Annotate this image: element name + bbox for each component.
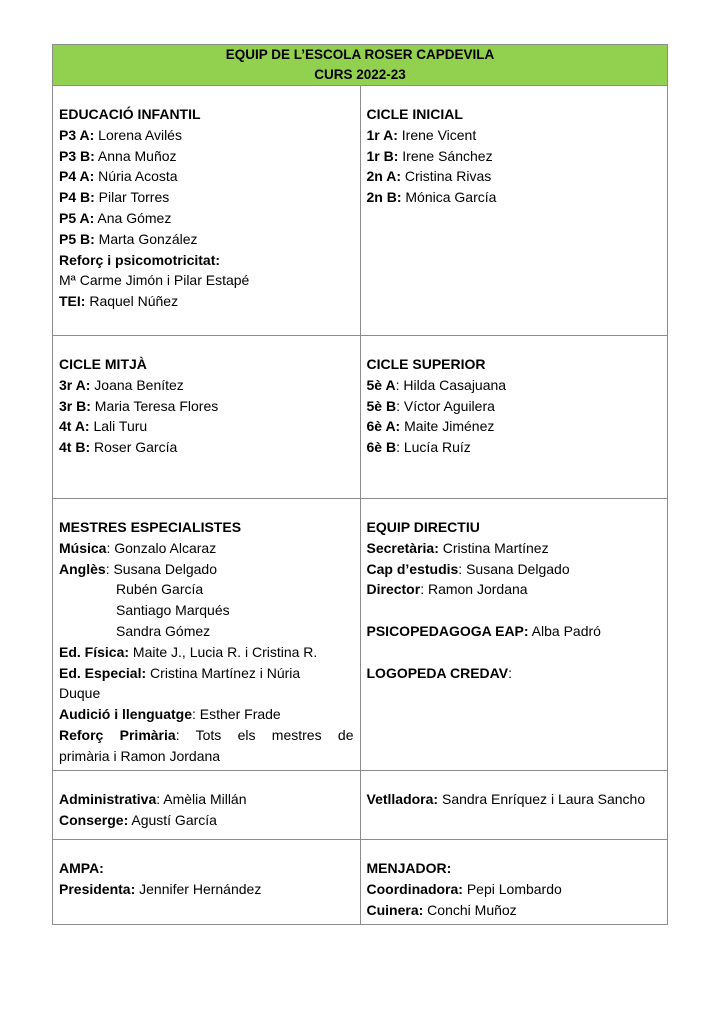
cell-infantil (53, 86, 361, 336)
list-item: Secretària: Cristina Martínez (366, 539, 549, 556)
reforc-label: Reforç i psicomotricitat: (59, 251, 221, 268)
header-cell (53, 45, 668, 86)
list-item: 6è A: Maite Jiménez (366, 418, 495, 435)
list-item: 4t A: Lali Turu (59, 418, 148, 435)
spacer (367, 600, 662, 621)
list-item: 1r B: Irene Sánchez (366, 147, 493, 164)
list-item: Administrativa: Amèlia Millán (59, 791, 247, 807)
cell-vetlladora (360, 771, 668, 840)
section-title-mitja: CICLE MITJÀ (59, 356, 147, 372)
cell-superior (360, 336, 668, 499)
list-item: 5è B: Víctor Aguilera (366, 397, 495, 414)
list-item: PSICOPEDAGOGA EAP: Alba Padró (366, 622, 601, 639)
list-item: 1r A: Irene Vicent (366, 126, 477, 143)
section-title-especialistes: MESTRES ESPECIALISTES (59, 519, 242, 535)
cell-ampa (53, 840, 361, 925)
cell-inicial (360, 86, 668, 336)
list-item: Ed. Especial: Cristina Martínez i Núria (59, 664, 301, 681)
row-infantil-inicial (53, 86, 668, 336)
list-item: 2n A: Cristina Rivas (366, 168, 492, 185)
list-item: Santiago Marqués (116, 602, 230, 619)
reforc-value: Mª Carme Jimón i Pilar Estapé (59, 272, 250, 289)
section-title-directiu: EQUIP DIRECTIU (366, 519, 480, 535)
list-item: P4 A: Núria Acosta (59, 168, 178, 185)
cell-mitja (53, 336, 361, 499)
list-item: Rubén García (116, 581, 204, 598)
list-item: Conserge: Agustí García (59, 811, 217, 828)
section-title-ampa: AMPA: (59, 860, 104, 876)
section-title-inicial: CICLE INICIAL (366, 106, 463, 122)
list-item: Director: Ramon Jordana (366, 581, 528, 598)
list-item: LOGOPEDA CREDAV: (366, 664, 512, 681)
list-item: Sandra Gómez (116, 622, 211, 639)
row-mitja-superior (53, 336, 668, 499)
list-item-continued: Duque (59, 685, 101, 702)
row-especialistes-directiu (53, 499, 668, 771)
list-item: P5 A: Ana Gómez (59, 209, 172, 226)
row-admin-vetlladora (53, 771, 668, 840)
list-item: Audició i llenguatge: Esther Frade (59, 706, 281, 723)
list-item: 6è B: Lucía Ruíz (366, 439, 471, 456)
list-item: Vetlladora: Sandra Enríquez i Laura Sancho (366, 791, 646, 807)
list-item: Cuinera: Conchi Muñoz (366, 901, 517, 918)
section-title-menjador: MENJADOR: (366, 860, 452, 876)
section-title-superior: CICLE SUPERIOR (366, 356, 486, 372)
list-item: P3 B: Anna Muñoz (59, 147, 177, 164)
list-item: Anglès: Susana Delgado (59, 560, 217, 577)
section-title-infantil: EDUCACIÓ INFANTIL (59, 106, 201, 122)
document-title: EQUIP DE L’ESCOLA ROSER CAPDEVILA (225, 47, 495, 62)
list-item: TEI: Raquel Núñez (59, 293, 179, 310)
list-item: Música: Gonzalo Alcaraz (59, 539, 217, 556)
document-subtitle: CURS 2022-23 (314, 67, 406, 82)
list-item: P3 A: Lorena Avilés (59, 126, 182, 143)
cell-directiu (360, 499, 668, 771)
list-item: P4 B: Pilar Torres (59, 189, 170, 206)
list-item: 3r A: Joana Benítez (59, 376, 184, 393)
cell-especialistes (53, 499, 361, 771)
list-item: Coordinadora: Pepi Lombardo (366, 880, 562, 897)
header-row (53, 45, 668, 86)
staff-table (52, 44, 668, 925)
row-ampa-menjador (53, 840, 668, 925)
list-item: P5 B: Marta González (59, 230, 198, 247)
cell-admin (53, 771, 361, 840)
spacer (367, 642, 662, 663)
list-item: 3r B: Maria Teresa Flores (59, 397, 219, 414)
list-item: Presidenta: Jennifer Hernández (59, 880, 262, 897)
list-item: 5è A: Hilda Casajuana (366, 376, 507, 393)
list-item: Ed. Física: Maite J., Lucia R. i Cristina R. (59, 643, 318, 660)
list-item-continued: primària i Ramon Jordana (59, 747, 221, 764)
list-item: 4t B: Roser García (59, 439, 178, 456)
list-item: Cap d’estudis: Susana Delgado (366, 560, 570, 577)
list-item: 2n B: Mónica García (366, 189, 497, 206)
list-item: Reforç Primària: Tots els mestres de (59, 726, 354, 743)
cell-menjador (360, 840, 668, 925)
